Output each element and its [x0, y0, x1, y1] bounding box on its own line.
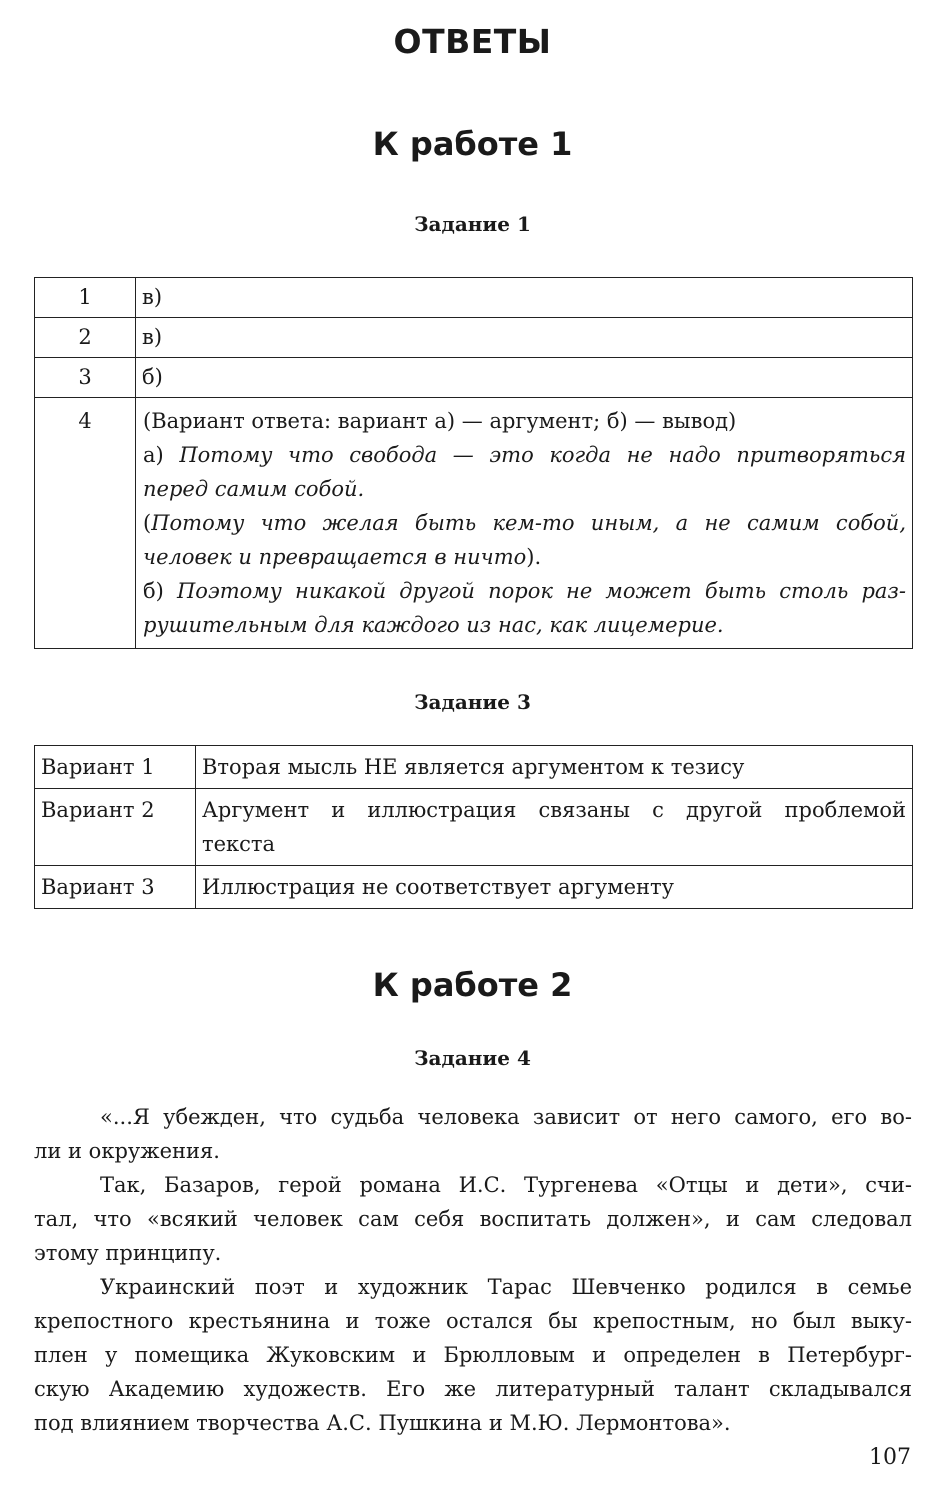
page-number: 107 — [869, 1445, 911, 1470]
table-row — [35, 746, 913, 789]
table-row — [35, 789, 913, 866]
task-3-answer-table — [34, 745, 913, 909]
row-number: 3 — [35, 358, 136, 398]
answer-b-text-1: Поэтому никакой другой порок не может быть столь раз- — [176, 579, 906, 603]
variant-text-line-2: текста — [202, 832, 276, 856]
text-line: Так, Базаров, герой романа И.С. Тургенева «Отцы и дети», счи- — [100, 1173, 912, 1197]
paragraph-1 — [34, 1100, 912, 1168]
text-line: под влиянием творчества А.С. Пушкина и М.Ю. Лермонтова». — [34, 1411, 731, 1435]
answer-b-label: б) — [143, 579, 164, 603]
paren-close: ). — [526, 545, 542, 569]
text-line: Украинский поэт и художник Тарас Шевченко родился в семье — [100, 1275, 912, 1299]
paren-open: ( — [143, 511, 152, 535]
task-title-1: Задание 1 — [414, 212, 531, 236]
row-answer: в) — [136, 318, 913, 358]
table-row — [35, 358, 913, 398]
text-line: крепостного крестьянина и тоже остался бы крепостным, но был выку- — [34, 1309, 912, 1333]
text-line: плен у помещика Жуковским и Брюлловым и определен в Петербург- — [34, 1343, 912, 1367]
variant-text-line-1: Аргумент и иллюстрация связаны с другой проблемой — [202, 798, 906, 822]
text-line: скую Академию художеств. Его же литературный талант складывался — [34, 1377, 912, 1401]
text-line: «...Я убежден, что судьба человека зависит от него самого, его во- — [100, 1105, 912, 1129]
answer-paren-line-2 — [143, 540, 906, 574]
task-4-answer-text — [34, 1100, 912, 1440]
row-answer-long — [136, 398, 913, 649]
answer-paren-text-1: Потому что желая быть кем-то иным, а не самим собой, — [151, 511, 906, 535]
answer-variant-note: (Вариант ответа: вариант а) — аргумент; б) — вывод) — [143, 409, 737, 433]
task-1-answer-table — [34, 277, 913, 649]
task-title-4: Задание 4 — [414, 1046, 531, 1070]
variant-label: Вариант 1 — [35, 746, 196, 789]
variant-label: Вариант 3 — [35, 866, 196, 909]
answer-paren-line-1 — [143, 506, 906, 540]
text-line: тал, что «всякий человек сам себя воспитать должен», и сам следовал — [34, 1207, 912, 1231]
table-row — [35, 318, 913, 358]
task-title-3: Задание 3 — [414, 690, 531, 714]
table-row — [35, 398, 913, 649]
row-answer: в) — [136, 278, 913, 318]
answer-paren-text-2: человек и превращается в ничто — [143, 545, 527, 569]
row-number: 2 — [35, 318, 136, 358]
answer-a-label: а) — [143, 443, 164, 467]
row-answer: б) — [136, 358, 913, 398]
answer-b-line-2: рушительным для каждого из нас, как лицемерие. — [143, 613, 724, 637]
section-title-work-2: К работе 2 — [372, 966, 573, 1004]
table-row — [35, 278, 913, 318]
answer-a-line-1 — [143, 438, 906, 472]
table-row — [35, 866, 913, 909]
answer-a-line-2: перед самим собой. — [143, 477, 365, 501]
paragraph-3 — [34, 1270, 912, 1440]
variant-text: Иллюстрация не соответствует аргументу — [196, 866, 913, 909]
row-number: 4 — [35, 398, 136, 649]
section-title-work-1: К работе 1 — [372, 125, 573, 163]
variant-label: Вариант 2 — [35, 789, 196, 866]
text-line: ли и окружения. — [34, 1139, 220, 1163]
row-number: 1 — [35, 278, 136, 318]
answer-a-text-1: Потому что свобода — это когда не надо притворяться — [179, 443, 906, 467]
variant-text — [196, 789, 913, 866]
page-title: ОТВЕТЫ — [393, 22, 552, 61]
paragraph-2 — [34, 1168, 912, 1270]
variant-text: Вторая мысль НЕ является аргументом к тезису — [196, 746, 913, 789]
text-line: этому принципу. — [34, 1241, 222, 1265]
answer-b-line-1 — [143, 574, 906, 608]
